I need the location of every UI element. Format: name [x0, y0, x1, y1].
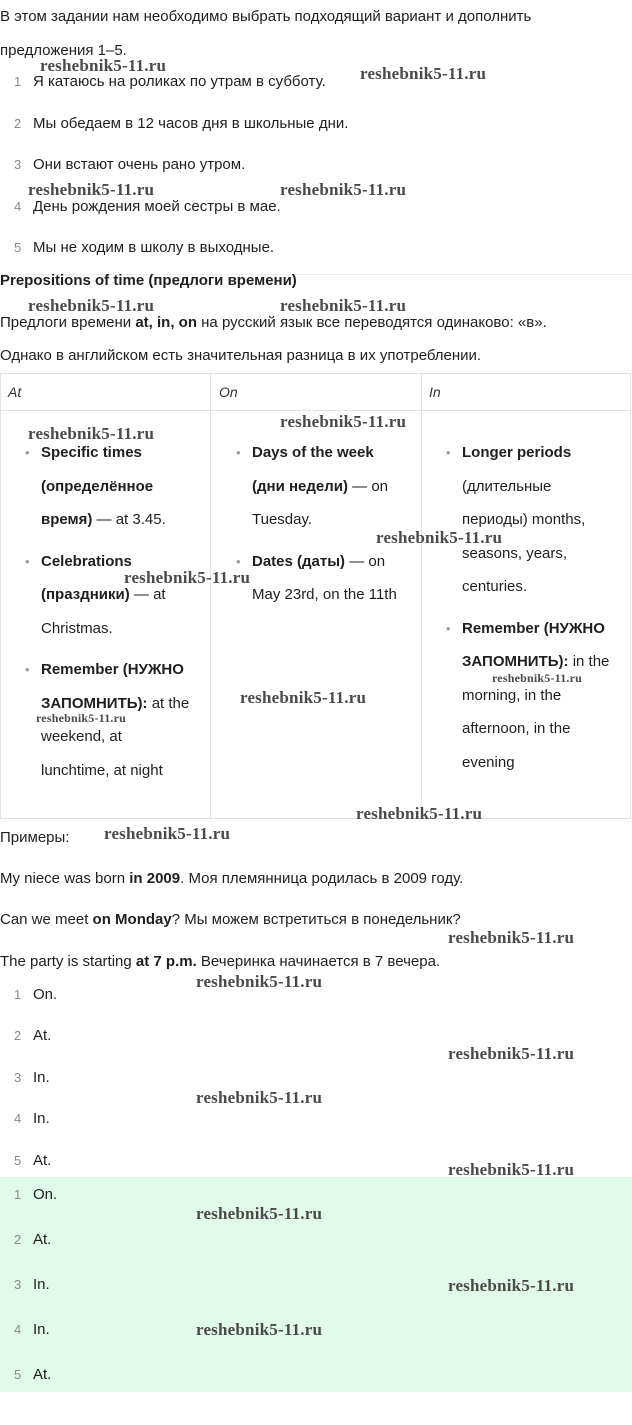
list-number: 1: [14, 74, 22, 89]
examples-label: Примеры:: [0, 829, 70, 846]
list-number: 2: [14, 1028, 22, 1043]
answer-text: On.: [33, 1186, 58, 1203]
answer-text: At.: [33, 1366, 52, 1383]
watermark: reshebnik5-11.ru: [28, 180, 155, 199]
watermark: reshebnik5-11.ru: [124, 568, 251, 587]
list-number: 3: [14, 157, 22, 172]
list-number: 2: [14, 116, 22, 131]
list-item: • Longer periods (длительные периоды) months, seasons, years, centuries.: [462, 436, 627, 604]
answer-text: In.: [33, 1069, 50, 1086]
watermark: reshebnik5-11.ru: [196, 1204, 323, 1223]
answer-text: At.: [33, 1027, 52, 1044]
answer-text: On.: [33, 986, 58, 1003]
watermark: reshebnik5-11.ru: [196, 972, 323, 991]
answer-text: In.: [33, 1321, 50, 1338]
list-number: 4: [14, 1322, 22, 1337]
answer-text: In.: [33, 1110, 50, 1127]
watermark: reshebnik5-11.ru: [104, 824, 231, 843]
list-number: 5: [14, 1367, 22, 1382]
watermark: reshebnik5-11.ru: [196, 1320, 323, 1339]
column-divider: [210, 374, 211, 818]
list-item: • Dates (даты) — on May 23rd, on the 11th: [252, 545, 417, 612]
column-header-on: On: [219, 384, 238, 400]
column-header-in: In: [429, 384, 441, 400]
list-text: Я катаюсь на роликах по утрам в субботу.: [33, 73, 326, 90]
watermark: reshebnik5-11.ru: [448, 1276, 575, 1295]
watermark: reshebnik5-11.ru: [240, 688, 367, 707]
list-text: Они встают очень рано утром.: [33, 156, 246, 173]
watermark: reshebnik5-11.ru: [356, 804, 483, 823]
watermark: reshebnik5-11.ru: [36, 711, 126, 725]
watermark: reshebnik5-11.ru: [280, 296, 407, 315]
list-number: 3: [14, 1277, 22, 1292]
answer-text: In.: [33, 1276, 50, 1293]
list-item: • Celebrations (праздники) — at Christmas.: [41, 545, 201, 646]
intro-line-1: В этом задании нам необходимо выбрать подходящий вариант и дополнить: [0, 8, 532, 25]
watermark: reshebnik5-11.ru: [492, 671, 582, 685]
list-number: 5: [14, 240, 22, 255]
watermark: reshebnik5-11.ru: [280, 180, 407, 199]
intro-line-2: предложения 1–5.: [0, 42, 127, 59]
list-item: • Remember (НУЖНО ЗАПОМНИТЬ): in the morning, in the afternoon, in the evening: [462, 612, 627, 780]
in-list: [462, 436, 627, 787]
watermark: reshebnik5-11.ru: [40, 56, 167, 75]
watermark: reshebnik5-11.ru: [28, 296, 155, 315]
list-item: • Remember (НУЖНО ЗАПОМНИТЬ): at the weekend, at lunchtime, at night: [41, 653, 201, 787]
watermark: reshebnik5-11.ru: [196, 1088, 323, 1107]
section-heading: Prepositions of time (предлоги времени): [0, 272, 297, 289]
answer-text: At.: [33, 1231, 52, 1248]
list-number: 5: [14, 1153, 22, 1168]
watermark: reshebnik5-11.ru: [376, 528, 503, 547]
watermark: reshebnik5-11.ru: [28, 424, 155, 443]
at-list: [41, 436, 201, 795]
list-number: 4: [14, 1111, 22, 1126]
explain-paragraph-1: Предлоги времени at, in, on на русский язык все переводятся одинаково: «в».: [0, 314, 547, 331]
example-2: Can we meet on Monday? Мы можем встретиться в понедельник?: [0, 911, 461, 928]
list-text: Мы не ходим в школу в выходные.: [33, 239, 275, 256]
example-3: The party is starting at 7 p.m. Вечеринка начинается в 7 вечера.: [0, 953, 441, 970]
explain-paragraph-2: Однако в английском есть значительная разница в их употреблении.: [0, 347, 482, 364]
list-number: 1: [14, 1187, 22, 1202]
list-number: 4: [14, 199, 22, 214]
list-number: 2: [14, 1232, 22, 1247]
watermark: reshebnik5-11.ru: [448, 1044, 575, 1063]
list-text: Мы обедаем в 12 часов дня в школьные дни.: [33, 115, 349, 132]
answer-text: At.: [33, 1152, 52, 1169]
list-text: День рождения моей сестры в мае.: [33, 198, 281, 215]
column-divider: [421, 374, 422, 818]
list-number: 1: [14, 987, 22, 1002]
column-header-at: At: [8, 384, 22, 400]
watermark: reshebnik5-11.ru: [360, 64, 487, 83]
list-item: • Days of the week (дни недели) — on Tuesday.: [252, 436, 417, 537]
example-1: My niece was born in 2009. Моя племянница родилась в 2009 году.: [0, 870, 464, 887]
watermark: reshebnik5-11.ru: [448, 928, 575, 947]
watermark: reshebnik5-11.ru: [280, 412, 407, 431]
list-item: • Specific times (определённое время) — at 3.45.: [41, 436, 201, 537]
table-header-row: [1, 374, 630, 411]
list-number: 3: [14, 1070, 22, 1085]
watermark: reshebnik5-11.ru: [448, 1160, 575, 1179]
